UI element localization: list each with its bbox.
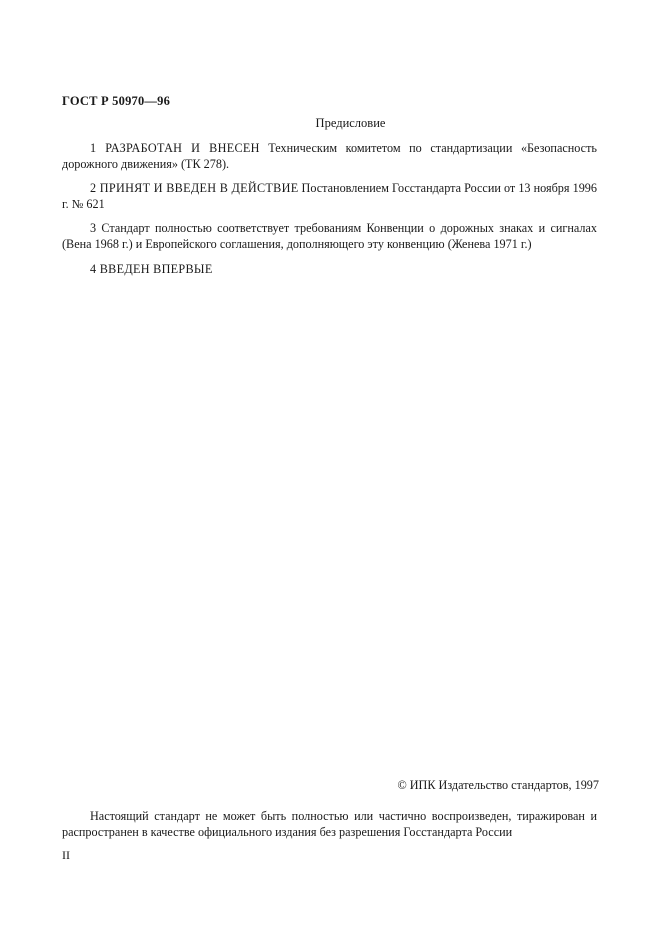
paragraph-text: 3 Стандарт полностью соответствует требованиям Конвенции о дорожных знаках и сигналах (Вена 1968 г.) и Европейского соглашения, дополняющего эту конвенцию (Женева 1971 г.) <box>62 221 597 251</box>
paragraph-caps: 4 ВВЕДЕН ВПЕРВЫЕ <box>90 262 213 276</box>
paragraph-first-introduced <box>62 261 597 277</box>
paragraph-text: Постановлением Госстандарта России от 13 ноября 1996 г. № 621 <box>62 181 597 211</box>
paragraph-caps: 1 РАЗРАБОТАН И ВНЕСЕН <box>90 141 260 155</box>
paragraph-developed <box>62 140 597 172</box>
paragraph-conformity <box>62 220 597 252</box>
reproduction-notice: Настоящий стандарт не может быть полностью или частично воспроизведен, тиражирован и распространен в качестве официального издания без разрешения Госстандарта России <box>62 809 597 839</box>
page-number: II <box>62 848 70 862</box>
paragraph-text: Техническим комитетом по стандартизации «Безопасность дорожного движения» (ТК 278). <box>62 141 597 171</box>
copyright-line: © ИПК Издательство стандартов, 1997 <box>397 778 599 792</box>
standard-code: ГОСТ Р 50970—96 <box>62 94 171 108</box>
paragraph-caps: 2 ПРИНЯТ И ВВЕДЕН В ДЕЙСТВИЕ <box>90 181 299 195</box>
paragraph-adopted <box>62 180 597 212</box>
page-title: Предисловие <box>315 116 386 130</box>
